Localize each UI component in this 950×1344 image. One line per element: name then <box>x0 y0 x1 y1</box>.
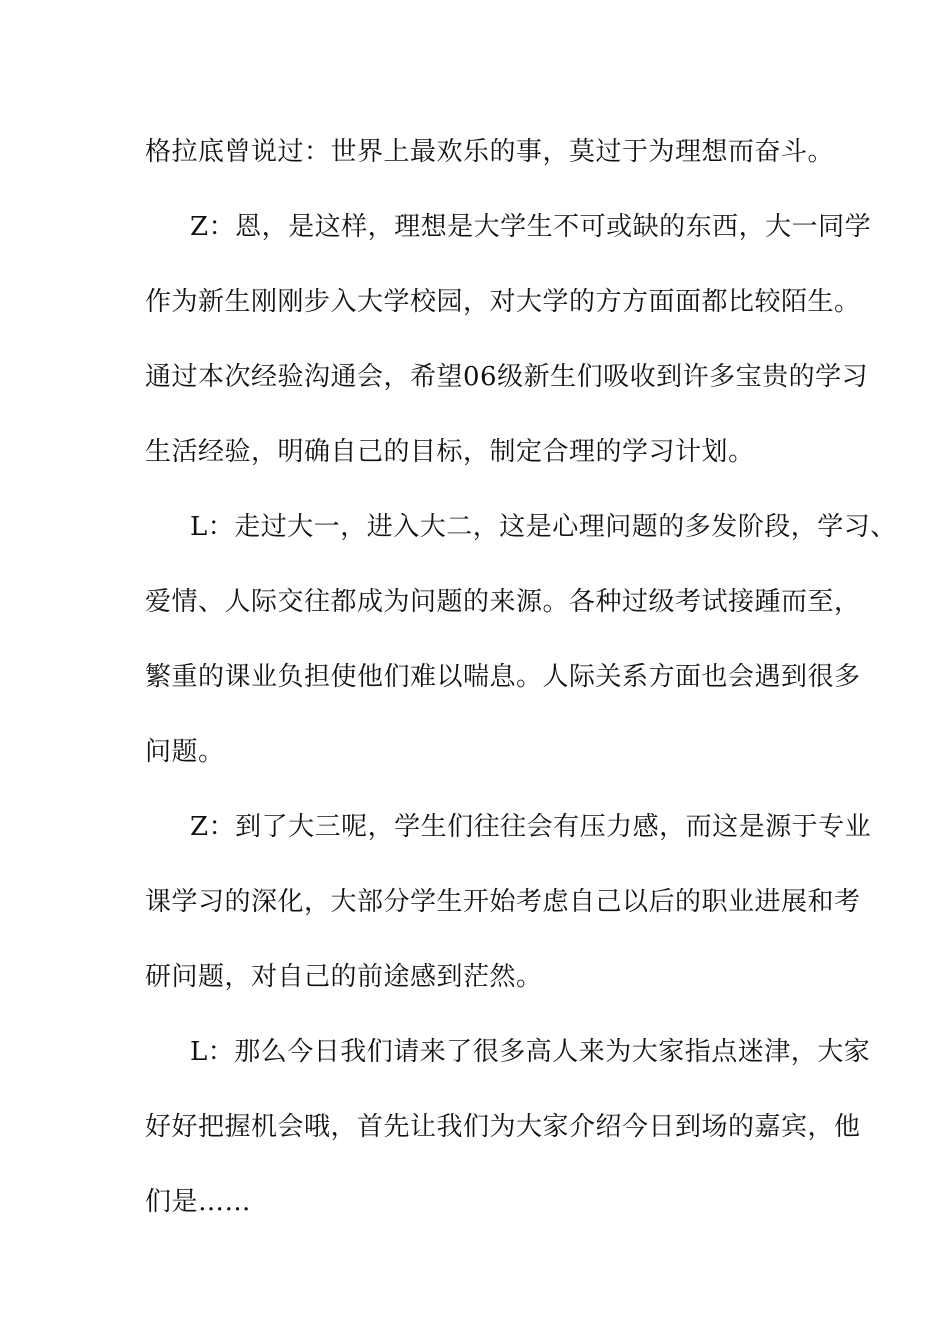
text-line-15: 们是…… <box>145 1187 252 1217</box>
text-line-10: Z：到了大三呢，学生们往往会有压力感，而这是源于专业 <box>190 812 872 842</box>
text-line-13: L：那么今日我们请来了很多高人来为大家指点迷津，大家 <box>190 1037 871 1067</box>
text-line-3: 作为新生刚刚步入大学校园，对大学的方方面面都比较陌生。 <box>145 287 861 317</box>
text-line-7: 爱情、人际交往都成为问题的来源。各种过级考试接踵而至， <box>145 587 861 617</box>
text-line-2: Z：恩，是这样，理想是大学生不可或缺的东西，大一同学 <box>190 212 872 242</box>
text-line-6: L：走过大一，进入大二，这是心理问题的多发阶段，学习、 <box>190 512 897 542</box>
text-line-9: 问题。 <box>145 737 225 767</box>
text-line-4: 通过本次经验沟通会，希望06级新生们吸收到许多宝贵的学习 <box>145 362 869 392</box>
text-line-8: 繁重的课业负担使他们难以喘息。人际关系方面也会遇到很多 <box>145 662 861 692</box>
text-line-5: 生活经验，明确自己的目标，制定合理的学习计划。 <box>145 437 755 467</box>
text-line-12: 研问题，对自己的前途感到茫然。 <box>145 962 543 992</box>
text-line-1: 格拉底曾说过：世界上最欢乐的事，莫过于为理想而奋斗。 <box>145 137 835 167</box>
text-line-11: 课学习的深化，大部分学生开始考虑自己以后的职业进展和考 <box>145 887 861 917</box>
text-line-14: 好好把握机会哦，首先让我们为大家介绍今日到场的嘉宾，他 <box>145 1112 861 1142</box>
